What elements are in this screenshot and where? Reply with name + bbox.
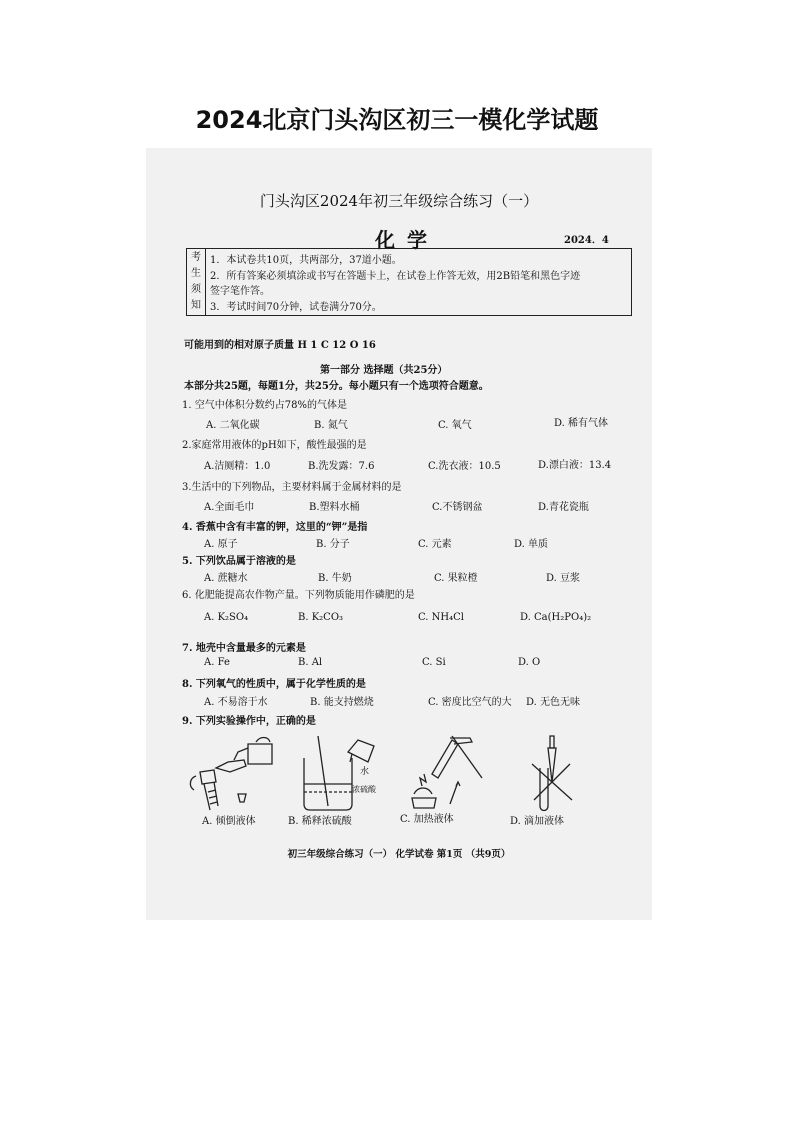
option: D.青花瓷瓶 [538,502,589,513]
label-concentrated-acid: 浓硫酸 [352,785,376,794]
option: D. O [518,657,541,668]
option: D.漂白液：13.4 [538,460,612,471]
option: B. 能支持燃烧 [310,697,374,708]
option: B.塑料水桶 [309,502,360,513]
question-stem: 6. 化肥能提高农作物产量。下列物质能用作磷肥的是 [182,590,415,601]
question-stem: 8. 下列氧气的性质中，属于化学性质的是 [182,679,366,690]
option: C.不锈钢盆 [432,502,483,513]
option: D. 豆浆 [546,573,581,584]
atomic-masses: 可能用到的相对原子质量 H 1 C 12 O 16 [184,340,376,351]
question-stem: 5. 下列饮品属于溶液的是 [182,556,296,567]
exam-subject: 化学 [375,228,439,252]
option: C. 密度比空气的大 [428,697,512,708]
option: D. 单质 [514,539,549,550]
question-stem: 1. 空气中体积分数约占78%的气体是 [182,400,347,411]
exam-title: 门头沟区2024年初三年级综合练习（一） [259,192,539,210]
figure-caption: A. 倾倒液体 [202,816,256,827]
option: C.洗衣液：10.5 [428,461,501,472]
figure-caption: C. 加热液体 [400,814,454,825]
option: C. Si [422,657,446,668]
option: A. 二氧化碳 [206,420,260,431]
option: A.全面毛巾 [204,502,255,513]
option: D. Ca(H₂PO₄)₂ [520,612,592,623]
figure-heating-liquid [410,734,490,814]
figure-pouring-liquid [186,734,278,812]
option: B. K₂CO₃ [298,612,344,623]
exam-date: 2024．4 [564,235,609,246]
option: A. 原子 [204,539,238,550]
option: C. 氧气 [438,420,472,431]
option: C. 元素 [418,539,452,550]
question-stem: 3.生活中的下列物品，主要材料属于金属材料的是 [182,482,402,493]
option: D. 稀有气体 [554,418,609,429]
option: A. 不易溶于水 [204,697,268,708]
option: C. 果粒橙 [434,573,478,584]
page-footer: 初三年级综合练习（一） 化学试卷 第1页 （共9页） [287,849,511,860]
figure-dropping-liquid [522,734,582,814]
question-stem: 7. 地壳中含量最多的元素是 [182,643,306,654]
option: C. NH₄Cl [418,612,464,623]
part1-instruction: 本部分共25题，每题1分，共25分。每小题只有一个选项符合题意。 [184,381,489,392]
notice-item: 签字笔作答。 [210,286,270,297]
page-title: 2024北京门头沟区初三一模化学试题 [195,106,599,134]
notice-label: 考 生 须 知 [187,249,206,316]
option: B. Al [298,657,323,668]
question-stem: 9. 下列实验操作中，正确的是 [182,716,316,727]
option: A. K₂SO₄ [204,612,249,623]
question-stem: 4. 香蕉中含有丰富的钾，这里的“钾”是指 [182,522,368,533]
exam-notice-box [186,248,632,316]
option: B. 牛奶 [318,573,352,584]
notice-item: 3．考试时间70分钟，试卷满分70分。 [210,302,382,313]
option: A. 蔗糖水 [204,573,248,584]
option: B.洗发露：7.6 [308,461,375,472]
figure-caption: D. 滴加液体 [510,816,565,827]
option: B. 氮气 [314,420,348,431]
label-water: 水 [360,767,370,777]
notice-item: 1．本试卷共10页，共两部分，37道小题。 [210,255,402,266]
option: B. 分子 [316,539,350,550]
question-stem: 2.家庭常用液体的pH如下，酸性最强的是 [182,440,367,451]
notice-item: 2．所有答案必须填涂或书写在答题卡上，在试卷上作答无效，用2B铅笔和黑色字迹 [210,271,581,282]
option: A. Fe [204,657,230,668]
option: A.洁厕精：1.0 [204,461,271,472]
figure-diluting-acid [296,734,396,812]
part1-title: 第一部分 选择题（共25分） [320,365,448,376]
option: D. 无色无味 [526,697,581,708]
figure-caption: B. 稀释浓硫酸 [288,816,352,827]
scanned-exam-page [146,148,652,920]
